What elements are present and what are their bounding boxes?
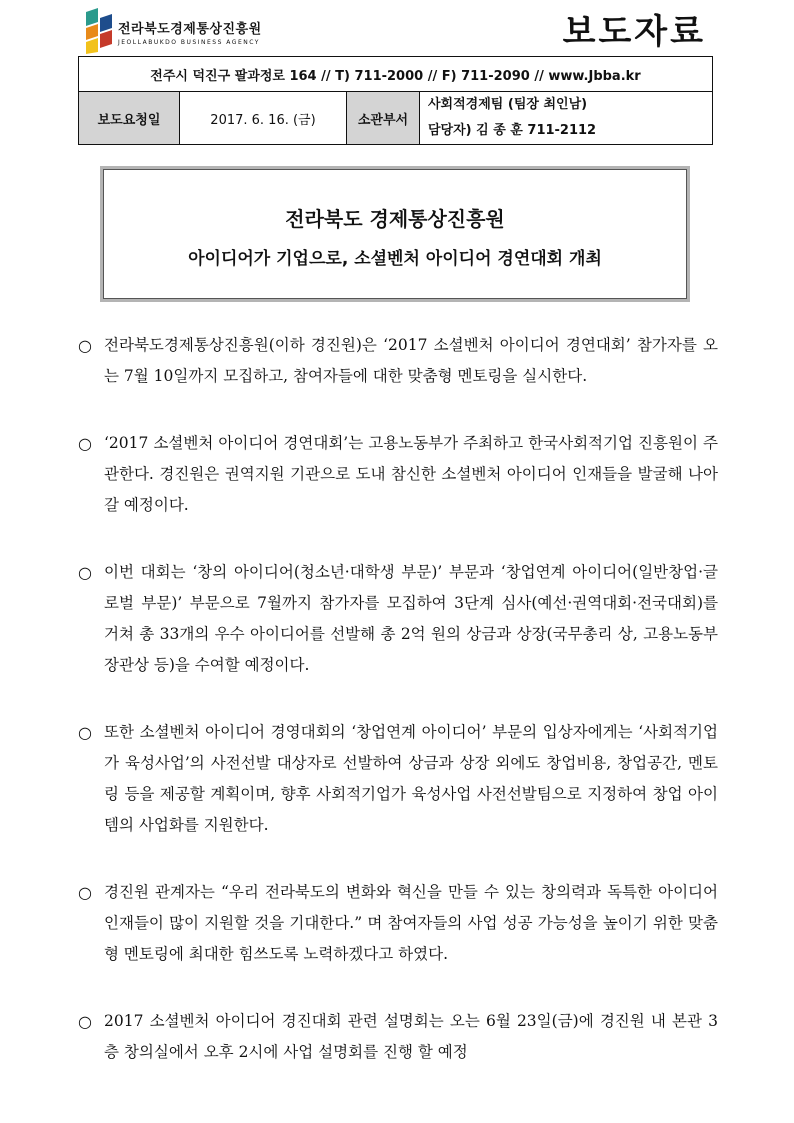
logo-mark-icon xyxy=(84,8,114,54)
department-team: 사회적경제팀 (팀장 최인남) xyxy=(428,97,588,112)
headline-box xyxy=(100,166,690,302)
paragraph-text: 전라북도경제통상진흥원(이하 경진원)은 ‘2017 소셜벤처 아이디어 경연대회’ 참가자를 오는 7월 10일까지 모집하고, 참여자들에 대한 맞춤형 멘토링을 실시한다. xyxy=(104,336,718,385)
paragraph xyxy=(78,877,718,970)
department-label: 소관부서 xyxy=(347,92,420,145)
department-contact: 담당자) 김 종 훈 711-2112 xyxy=(428,123,597,138)
circle-bullet-icon: ○ xyxy=(78,883,92,902)
circle-bullet-icon: ○ xyxy=(78,336,92,355)
document-type-heading: 보도자료 xyxy=(562,12,706,52)
paragraph xyxy=(78,1006,718,1068)
request-date-value: 2017. 6. 16. (금) xyxy=(180,92,347,145)
paragraph-text: ‘2017 소셜벤처 아이디어 경연대회’는 고용노동부가 주최하고 한국사회적기업 진흥원이 주관한다. 경진원은 권역지원 기관으로 도내 참신한 소셜벤처 아이디어 인재들을 발굴해 나아갈 예정이다. xyxy=(104,434,718,514)
body-paragraphs xyxy=(78,330,718,1104)
circle-bullet-icon: ○ xyxy=(78,563,92,582)
paragraph xyxy=(78,717,718,841)
circle-bullet-icon: ○ xyxy=(78,723,92,742)
paragraph-text: 2017 소셜벤처 아이디어 경진대회 관련 설명회는 오는 6월 23일(금)에 경진원 내 본관 3층 창의실에서 오후 2시에 사업 설명회를 진행 할 예정 xyxy=(104,1012,718,1061)
circle-bullet-icon: ○ xyxy=(78,1012,92,1031)
org-logo xyxy=(84,8,284,54)
org-name-english: JEOLLABUKDO BUSINESS AGENCY xyxy=(118,39,260,46)
press-info-table xyxy=(78,56,713,145)
paragraph-text: 경진원 관계자는 “우리 전라북도의 변화와 혁신을 만들 수 있는 창의력과 독특한 아이디어 인재들이 많이 지원할 것을 기대한다.” 며 참여자들의 사업 성공 가능성을 높이기 위한 맞춤형 멘토링에 최대한 힘쓰도록 노력하겠다고 하였다. xyxy=(104,883,718,963)
headline-subtitle: 아이디어가 기업으로, 소셜벤처 아이디어 경연대회 개최 xyxy=(188,249,602,269)
department-cell xyxy=(420,92,713,145)
paragraph-text: 또한 소셜벤처 아이디어 경영대회의 ‘창업연계 아이디어’ 부문의 입상자에게는 ‘사회적기업가 육성사업’의 사전선발 대상자로 선발하여 상금과 상장 외에도 창업비용, 창업공간, 멘토링 등을 제공할 계획이며, 향후 사회적기업가 육성사업 사전선발팀으로 지정하여 창업 아이템의 사업화를 지원한다. xyxy=(104,723,718,834)
headline-title: 전라북도 경제통상진흥원 xyxy=(285,207,505,231)
contact-address: 전주시 덕진구 팔과정로 164 // T) 711-2000 // F) 711-2090 // www.Jbba.kr xyxy=(79,57,713,92)
paragraph xyxy=(78,557,718,681)
circle-bullet-icon: ○ xyxy=(78,434,92,453)
paragraph-text: 이번 대회는 ‘창의 아이디어(청소년·대학생 부문)’ 부문과 ‘창업연계 아이디어(일반창업·글로벌 부문)’ 부문으로 7월까지 참가자를 모집하여 3단계 심사(예선·권역대회·전국대회)를 거쳐 총 33개의 우수 아이디어를 선발해 총 2억 원의 상금과 상장(국무총리 상, 고용노동부 장관상 등)을 수여할 예정이다. xyxy=(104,563,718,674)
request-date-label: 보도요청일 xyxy=(79,92,180,145)
paragraph xyxy=(78,428,718,521)
org-name-korean: 전라북도경제통상진흥원 xyxy=(118,22,262,37)
paragraph xyxy=(78,330,718,392)
